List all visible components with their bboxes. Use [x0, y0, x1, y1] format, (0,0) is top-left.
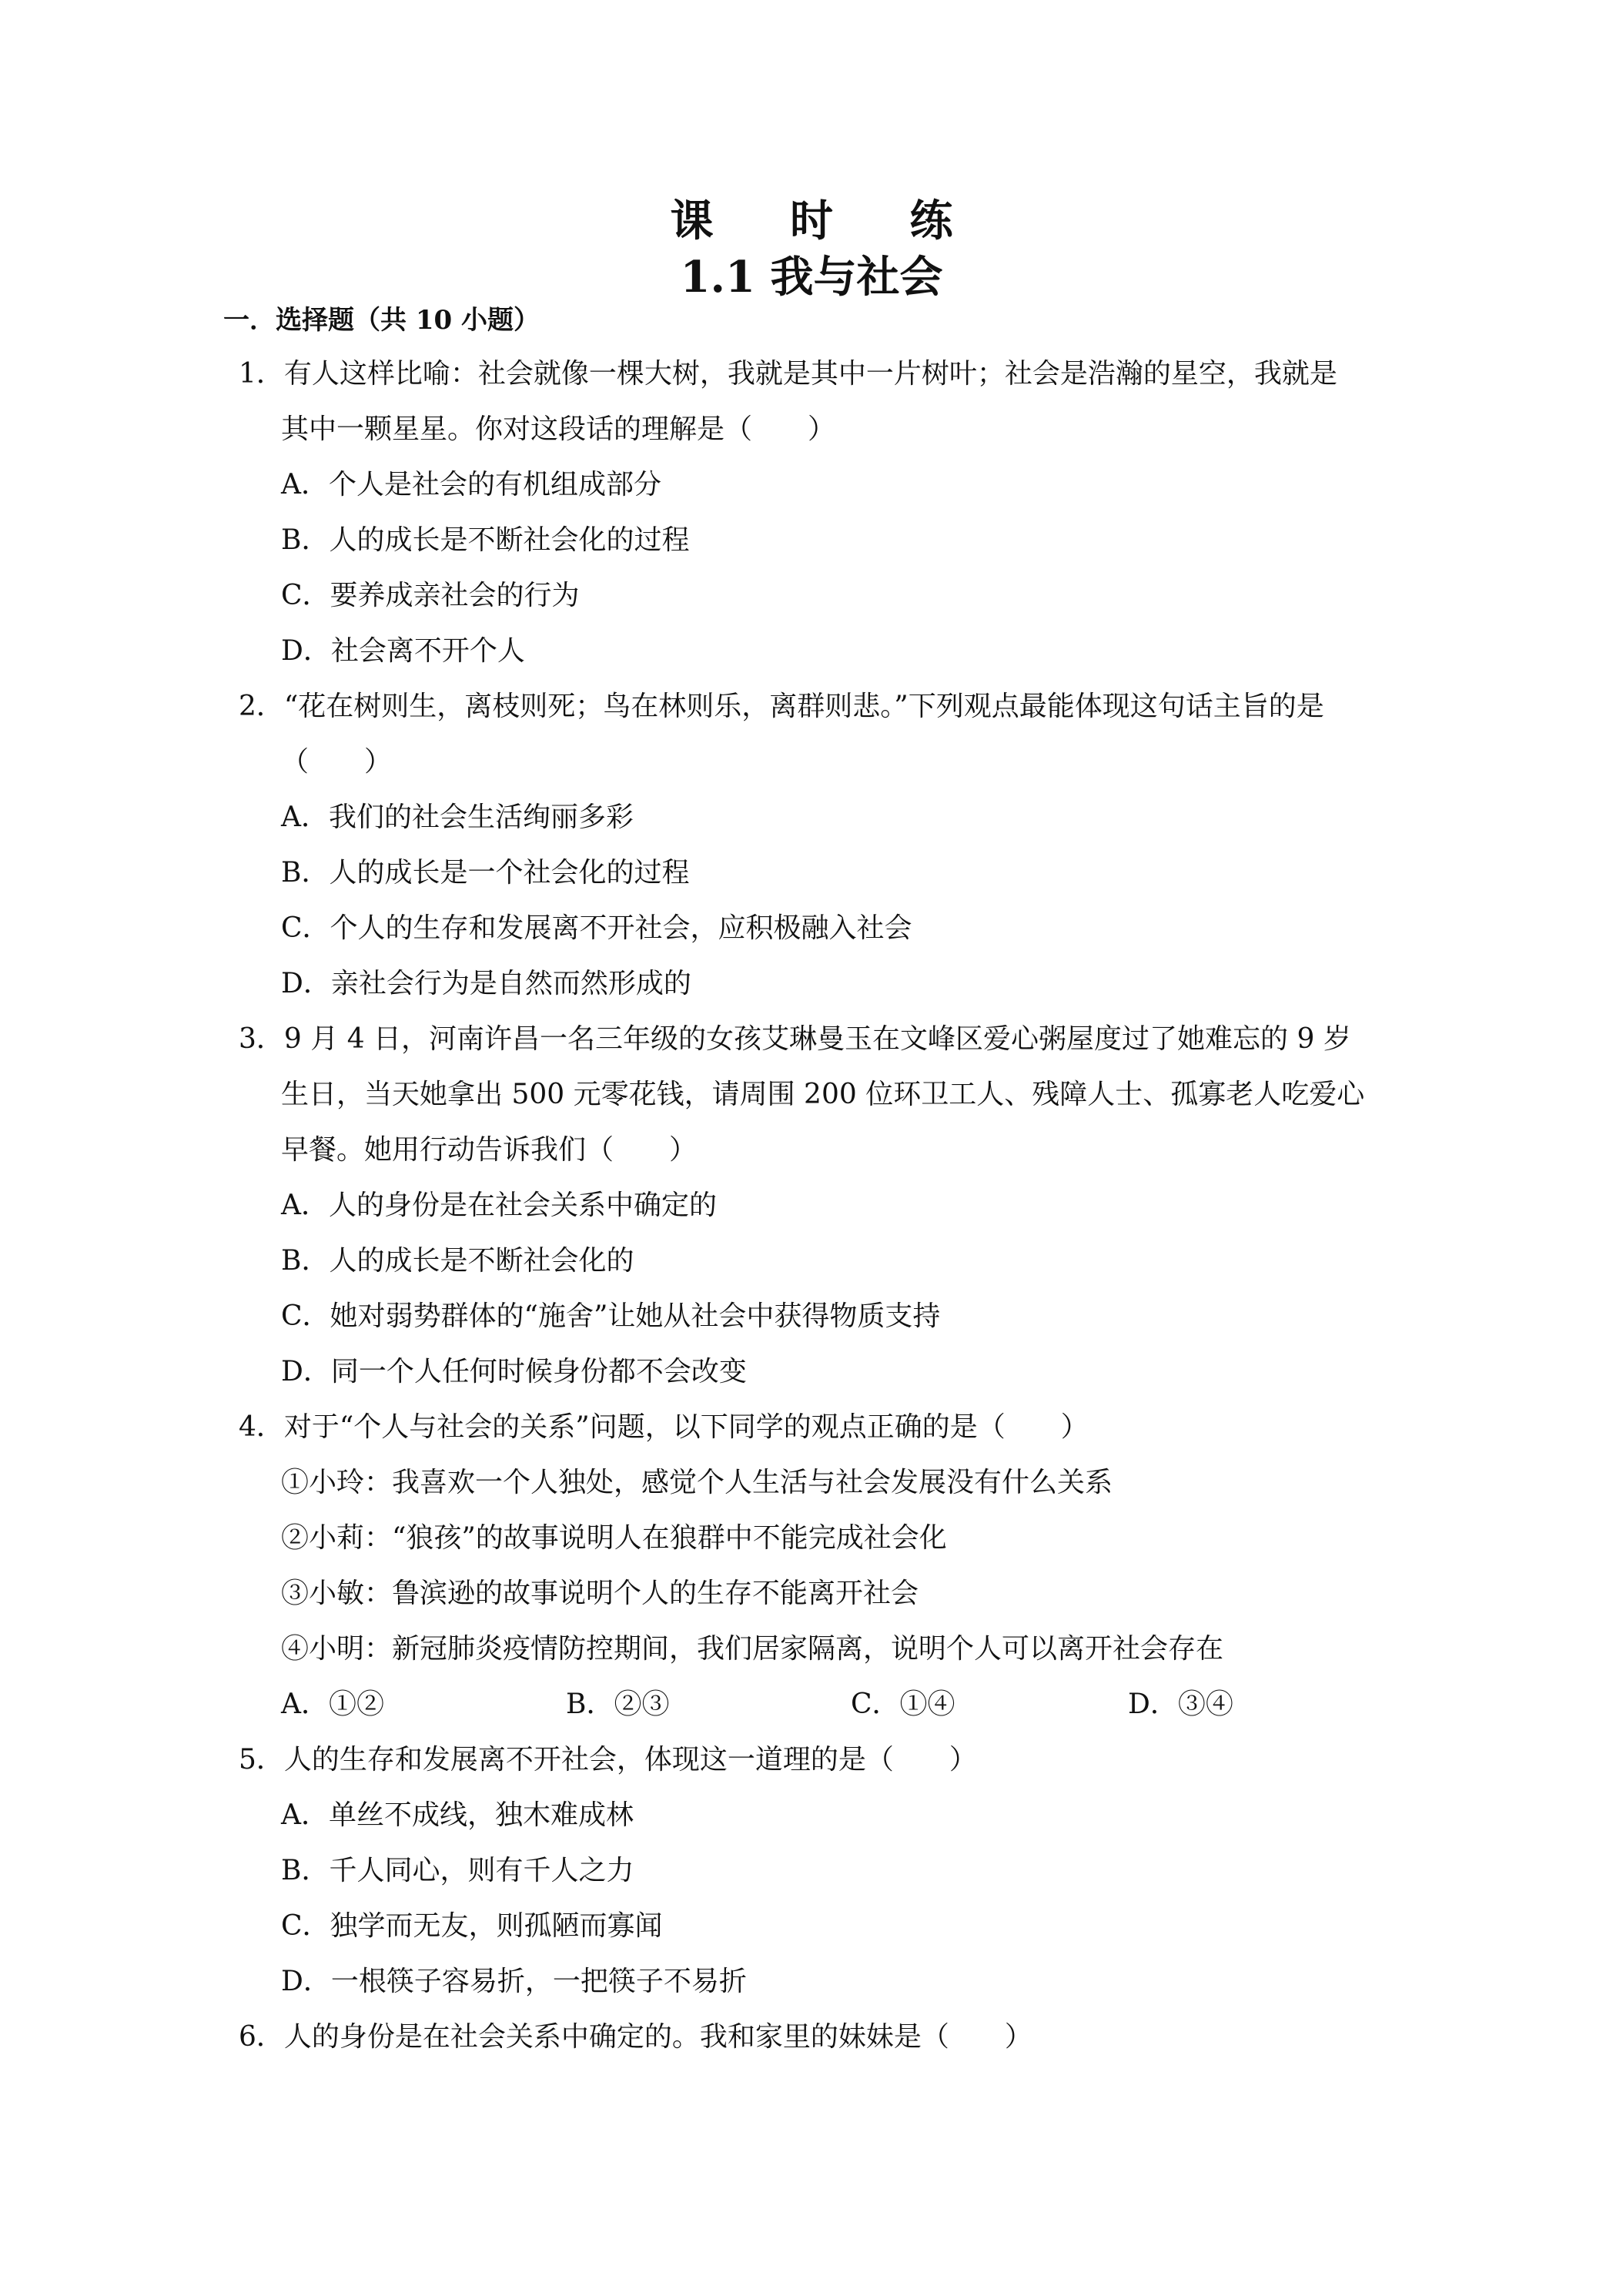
question-1-option-c[interactable]: C．要养成亲社会的行为 [281, 580, 580, 611]
question-1-option-a[interactable]: A．个人是社会的有机组成部分 [281, 469, 661, 500]
question-1-option-b[interactable]: B．人的成长是不断社会化的过程 [281, 524, 690, 556]
question-3-stem: 3．9 月 4 日，河南许昌一名三年级的女孩艾琳曼玉在文峰区爱心粥屋度过了她难忘的 9 岁 [239, 1023, 1351, 1055]
question-3-option-b[interactable]: B．人的成长是不断社会化的 [281, 1245, 634, 1277]
question-1-stem-cont: 其中一颗星星。你对这段话的理解是（ ） [281, 413, 836, 445]
question-4-stem: 4．对于“个人与社会的关系”问题，以下同学的观点正确的是（ ） [239, 1411, 1089, 1443]
question-2-stem: 2．“花在树则生，离枝则死；鸟在林则乐，离群则悲。”下列观点最能体现这句话主旨的是 [239, 691, 1324, 722]
question-2-option-b[interactable]: B．人的成长是一个社会化的过程 [281, 857, 690, 889]
question-4-statement-4: ④小明：新冠肺炎疫情防控期间，我们居家隔离，说明个人可以离开社会存在 [281, 1633, 1224, 1665]
page-subtitle: 1.1 我与社会 [680, 252, 943, 303]
question-2-option-c[interactable]: C．个人的生存和发展离不开社会，应积极融入社会 [281, 912, 912, 944]
question-3-option-c[interactable]: C．她对弱势群体的“施舍”让她从社会中获得物质支持 [281, 1300, 941, 1332]
question-3-stem-cont-2: 早餐。她用行动告诉我们（ ） [281, 1134, 698, 1166]
question-3-stem-cont: 生日，当天她拿出 500 元零花钱，请周围 200 位环卫工人、残障人士、孤寡老人吃爱心 [281, 1079, 1365, 1110]
question-4-statement-3: ③小敏：鲁滨逊的故事说明个人的生存不能离开社会 [281, 1578, 919, 1609]
question-3-option-d[interactable]: D．同一个人任何时候身份都不会改变 [281, 1356, 747, 1387]
question-5-option-d[interactable]: D．一根筷子容易折，一把筷子不易折 [281, 1966, 747, 1997]
question-2-option-a[interactable]: A．我们的社会生活绚丽多彩 [281, 802, 634, 833]
section-heading: 一．选择题（共 10 小题） [223, 305, 540, 336]
question-4-option-a[interactable]: A．①② [281, 1689, 384, 1720]
question-5-option-b[interactable]: B．千人同心，则有千人之力 [281, 1855, 634, 1886]
question-5-option-c[interactable]: C．独学而无友，则孤陋而寡闻 [281, 1910, 663, 1942]
question-3-option-a[interactable]: A．人的身份是在社会关系中确定的 [281, 1190, 717, 1221]
question-1-option-d[interactable]: D．社会离不开个人 [281, 635, 525, 667]
question-5-option-a[interactable]: A．单丝不成线，独木难成林 [281, 1799, 634, 1831]
question-1-stem: 1．有人这样比喻：社会就像一棵大树，我就是其中一片树叶；社会是浩瀚的星空，我就是 [239, 358, 1337, 390]
question-4-option-d[interactable]: D．③④ [1128, 1689, 1233, 1720]
question-4-option-c[interactable]: C．①④ [851, 1689, 955, 1720]
question-4-statement-1: ①小玲：我喜欢一个人独处，感觉个人生活与社会发展没有什么关系 [281, 1467, 1113, 1498]
question-5-stem: 5．人的生存和发展离不开社会，体现这一道理的是（ ） [239, 1744, 977, 1776]
page-title: 课 时 练 [670, 196, 984, 246]
question-4-option-b[interactable]: B．②③ [566, 1689, 670, 1720]
question-4-statement-2: ②小莉：“狼孩”的故事说明人在狼群中不能完成社会化 [281, 1522, 947, 1554]
question-6-stem: 6．人的身份是在社会关系中确定的。我和家里的妹妹是（ ） [239, 2021, 1032, 2053]
question-2-stem-cont: （ ） [281, 746, 393, 778]
question-2-option-d[interactable]: D．亲社会行为是自然而然形成的 [281, 968, 691, 999]
